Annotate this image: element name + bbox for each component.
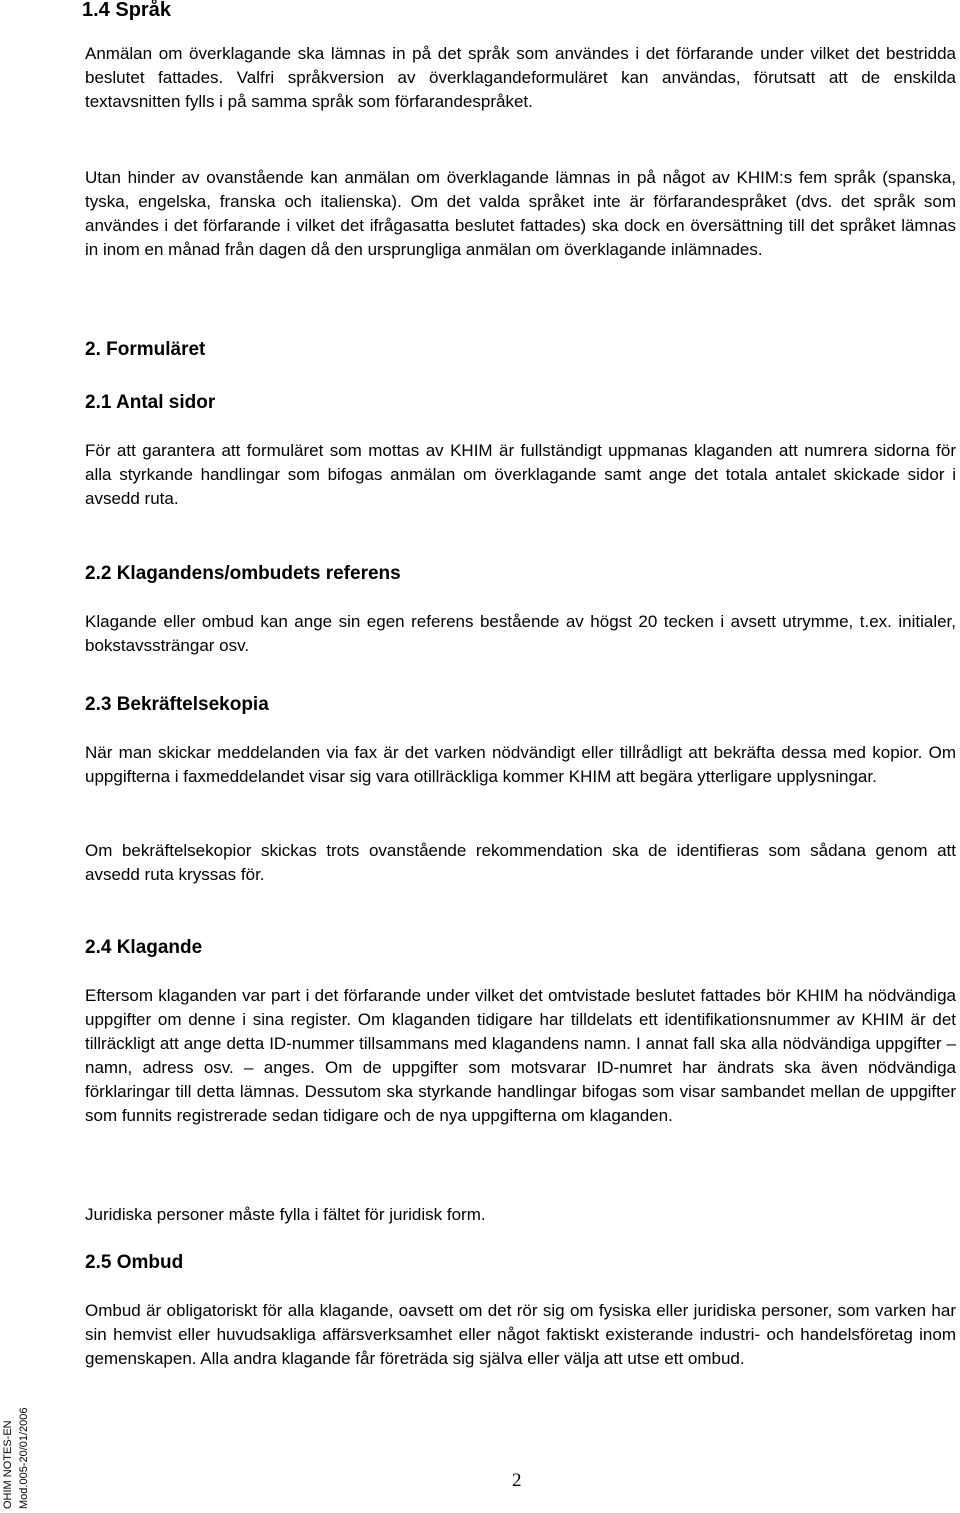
paragraph-2-4-a: Eftersom klaganden var part i det förfarande under vilket det omtvistade beslutet fattades bör KHIM ha nödvändiga uppgifter om denne i sina register. Om klaganden tidigare har tilldelats ett identifikationsnummer av KHIM är det tillräckligt att ange detta ID-nummer tillsammans med klagandens namn. I annat fall ska alla nödvändiga uppgifter – namn, adress osv. – anges. Om de uppgifter som motsvarar ID-numret har ändrats ska även nödvändiga förklaringar till detta lämnas. Dessutom ska styrkande handlingar bifogas som visar sambandet mellan de uppgifter som funnits registrerade sedan tidigare och de nya uppgifterna om klaganden.: [85, 986, 956, 1125]
form-identifier: [2, 1381, 42, 1511]
paragraph-1-4-a: Anmälan om överklagande ska lämnas in på det språk som användes i det förfarande under vilket det bestridda beslutet fattades. Valfri språkversion av överklagandeformuläret kan användas, förutsatt att de enskilda textavsnitten fylls i på samma språk som förfarandespråket.: [85, 44, 956, 111]
section-title-2: 2. Formuläret: [85, 339, 206, 360]
paragraph-2-3-b: Om bekräftelsekopior skickas trots ovanstående rekommendation ska de identifieras som sådana genom att avsedd ruta kryssas för.: [85, 841, 956, 884]
section-title-2-2: 2.2 Klagandens/ombudets referens: [85, 563, 401, 584]
paragraph-1-4-b: Utan hinder av ovanstående kan anmälan om överklagande lämnas in på något av KHIM:s fem språk (spanska, tyska, engelska, franska och italienska). Om det valda språket inte är förfarandespråket (dvs. det språk som användes i det förfarande i vilket det ifrågasatta beslutet fattades) ska dock en översättning till det språket lämnas in inom en månad från dagen då den ursprungliga anmälan om överklagande inlämnades.: [85, 168, 956, 259]
paragraph-2-4-b: Juridiska personer måste fylla i fältet för juridisk form.: [85, 1205, 486, 1224]
section-title-1-4: 1.4 Språk: [82, 0, 171, 21]
form-id-text: OHIM NOTES-EN: [2, 1420, 14, 1509]
page-number: 2: [512, 1470, 522, 1491]
paragraph-2-5: Ombud är obligatoriskt för alla klagande, oavsett om det rör sig om fysiska eller juridiska personer, som varken har sin hemvist eller huvudsakliga affärsverksamhet eller något faktiskt existerande industri- och handelsföretag inom gemenskapen. Alla andra klagande får företräda sig själva eller välja att utse ett ombud.: [85, 1301, 956, 1368]
section-title-2-4: 2.4 Klagande: [85, 937, 203, 958]
form-version-text: Mod.005-20/01/2006: [18, 1407, 30, 1509]
section-title-2-5: 2.5 Ombud: [85, 1252, 184, 1273]
paragraph-2-3-a: När man skickar meddelanden via fax är det varken nödvändigt eller tillrådligt att bekräfta dessa med kopior. Om uppgifterna i faxmeddelandet visar sig vara otillräckliga kommer KHIM att begära ytterligare upplysningar.: [85, 743, 956, 786]
paragraph-2-1: För att garantera att formuläret som mottas av KHIM är fullständigt uppmanas klaganden att numrera sidorna för alla styrkande handlingar som bifogas anmälan om överklagande samt ange det totala antalet skickade sidor i avsedd ruta.: [85, 441, 956, 508]
section-title-2-1: 2.1 Antal sidor: [85, 392, 216, 413]
paragraph-2-2: Klagande eller ombud kan ange sin egen referens bestående av högst 20 tecken i avsett utrymme, t.ex. initialer, bokstavssträngar osv.: [85, 612, 956, 655]
section-title-2-3: 2.3 Bekräftelsekopia: [85, 694, 269, 715]
